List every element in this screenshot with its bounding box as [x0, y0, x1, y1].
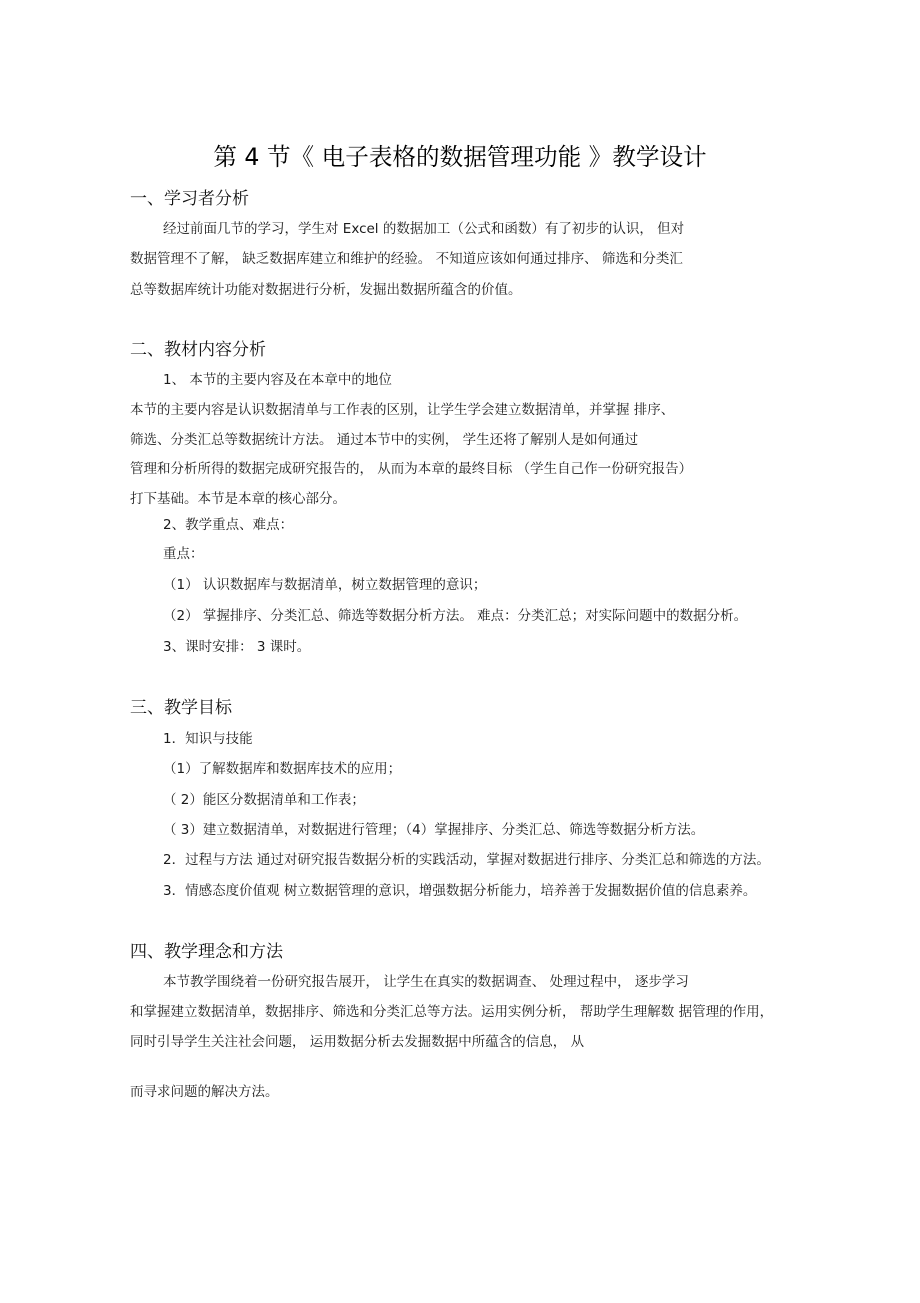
list-item: （2） 掌握排序、分类汇总、筛选等数据分析方法。 难点：分类汇总；对实际问题中的数据分析。: [163, 608, 748, 624]
paragraph-line: 3．情感态度价值观 树立数据管理的意识，增强数据分析能力，培养善于发掘数据价值的信息素养。: [163, 883, 757, 899]
paragraph-line: 3、课时安排： 3 课时。: [163, 639, 311, 655]
paragraph-line: 和掌握建立数据清单，数据排序、筛选和分类汇总等方法。运用实例分析， 帮助学生理解数 据管理的作用，: [130, 1004, 774, 1020]
paragraph-line: 总等数据库统计功能对数据进行分析，发掘出数据所蕴含的价值。: [130, 282, 522, 298]
paragraph-line: 1．知识与技能: [163, 731, 253, 747]
list-item: （ 2）能区分数据清单和工作表；: [163, 792, 365, 808]
paragraph-line: 管理和分析所得的数据完成研究报告的， 从而为本章的最终目标 （学生自己作一份研究报告）: [130, 461, 693, 477]
list-item: （1）了解数据库和数据库技术的应用；: [163, 761, 402, 777]
paragraph-line: 重点：: [163, 546, 204, 562]
section-heading: 三、教学目标: [130, 698, 232, 718]
paragraph-line: 本节的主要内容是认识数据清单与工作表的区别，让学生学会建立数据清单，并掌握 排序、: [130, 402, 675, 418]
section-heading: 四、教学理念和方法: [130, 942, 283, 962]
paragraph-line: 打下基础。本节是本章的核心部分。: [130, 491, 346, 507]
paragraph-line: 而寻求问题的解决方法。: [130, 1084, 279, 1100]
list-item: （ 3）建立数据清单，对数据进行管理；（4）掌握排序、分类汇总、筛选等数据分析方法。: [163, 822, 705, 838]
document-title: 第 4 节《 电子表格的数据管理功能 》教学设计: [213, 143, 707, 171]
list-item: （1） 认识数据库与数据清单，树立数据管理的意识；: [163, 577, 487, 593]
section-heading: 一、学习者分析: [130, 189, 249, 209]
paragraph-line: 2．过程与方法 通过对研究报告数据分析的实践活动，掌握对数据进行排序、分类汇总和筛选的方法。: [163, 852, 770, 868]
paragraph-line: 2、教学重点、难点：: [163, 517, 294, 533]
paragraph-line: 本节教学围绕着一份研究报告展开， 让学生在真实的数据调查、 处理过程中， 逐步学习: [163, 974, 689, 990]
paragraph-line: 经过前面几节的学习，学生对 Excel 的数据加工（公式和函数）有了初步的认识， 但对: [163, 221, 685, 237]
paragraph-line: 筛选、分类汇总等数据统计方法。 通过本节中的实例， 学生还将了解别人是如何通过: [130, 432, 639, 448]
paragraph-line: 同时引导学生关注社会问题， 运用数据分析去发掘数据中所蕴含的信息， 从: [130, 1034, 585, 1050]
paragraph-line: 1、 本节的主要内容及在本章中的地位: [163, 372, 392, 388]
paragraph-line: 数据管理不了解， 缺乏数据库建立和维护的经验。 不知道应该如何通过排序、 筛选和分类汇: [130, 251, 683, 267]
section-heading: 二、教材内容分析: [130, 340, 266, 360]
